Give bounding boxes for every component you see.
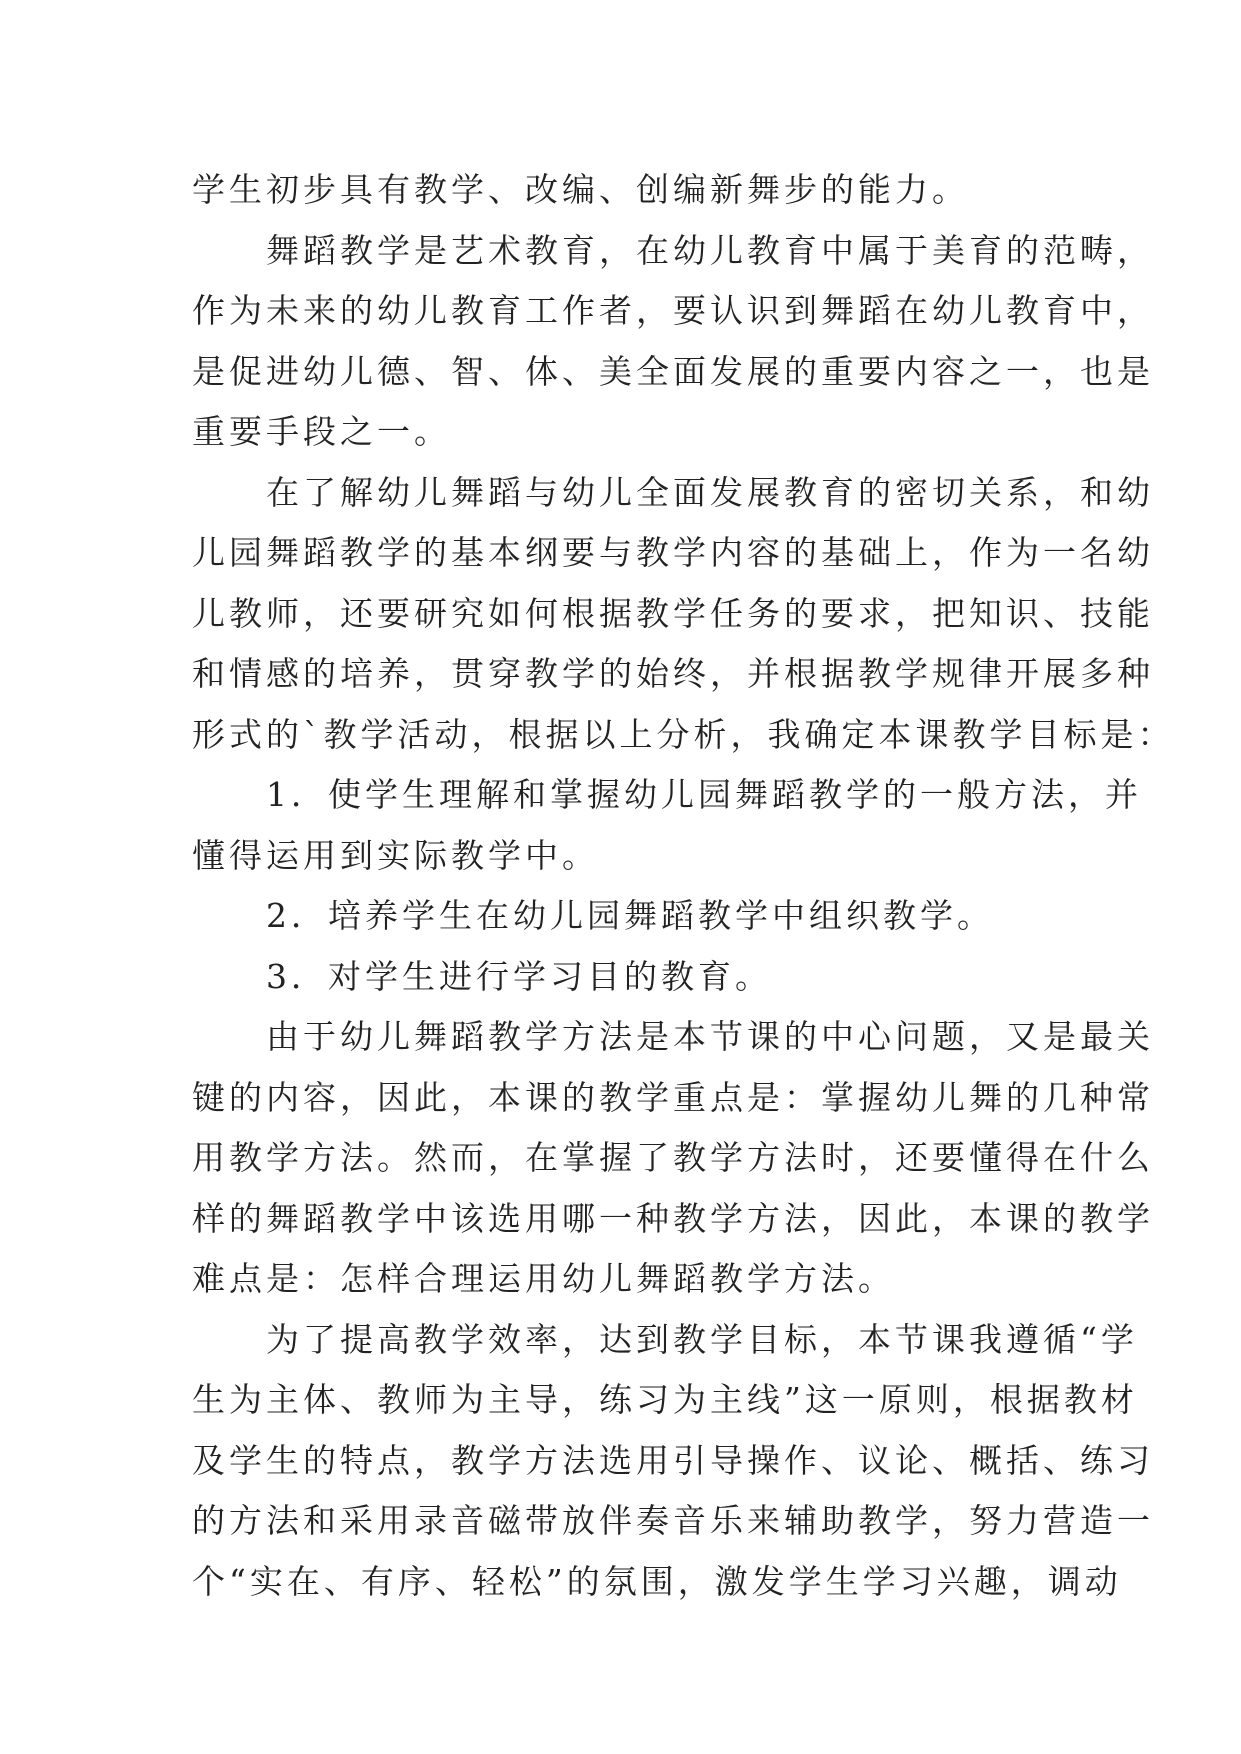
text-line: 3．对学生进行学习目的教育。 [192, 956, 772, 996]
text-line: 在了解幼儿舞蹈与幼儿全面发展教育的密切关系，和幼 [192, 472, 1154, 512]
text-line: 重要手段之一。 [192, 412, 451, 451]
text-line: 2．培养学生在幼儿园舞蹈教学中组织教学。 [192, 896, 994, 935]
text-line: 为了提高教学效率，达到教学目标，本节课我遵循“学 [192, 1319, 1138, 1359]
text-line: 1．使学生理解和掌握幼儿园舞蹈教学的一般方法，并 [192, 775, 1142, 814]
text-line: 用教学方法。然而，在掌握了教学方法时，还要懂得在什么 [192, 1138, 1154, 1177]
text-line: 生为主体、教师为主导，练习为主线”这一原则，根据教材 [192, 1380, 1138, 1419]
text-line: 学生初步具有教学、改编、创编新舞步的能力。 [192, 170, 969, 209]
text-line: 的方法和采用录音磁带放伴奏音乐来辅助教学，努力营造一 [192, 1501, 1154, 1540]
text-line: 样的舞蹈教学中该选用哪一种教学方法，因此，本课的教学 [192, 1198, 1154, 1238]
text-line: 由于幼儿舞蹈教学方法是本节课的中心问题，又是最关 [192, 1017, 1154, 1056]
text-line: 懂得运用到实际教学中。 [192, 835, 599, 875]
text-line: 形式的`教学活动，根据以上分析，我确定本课教学目标是： [192, 714, 1175, 754]
text-line: 是促进幼儿德、智、体、美全面发展的重要内容之一，也是 [192, 351, 1154, 391]
body-text [192, 160, 1175, 1612]
text-line: 作为未来的幼儿教育工作者，要认识到舞蹈在幼儿教育中， [192, 291, 1154, 330]
text-line: 难点是：怎样合理运用幼儿舞蹈教学方法。 [192, 1259, 895, 1298]
text-line: 儿教师，还要研究如何根据教学任务的要求，把知识、技能 [192, 593, 1154, 633]
text-line: 儿园舞蹈教学的基本纲要与教学内容的基础上，作为一名幼 [192, 533, 1154, 572]
text-line: 舞蹈教学是艺术教育，在幼儿教育中属于美育的范畴， [192, 230, 1154, 270]
text-line: 键的内容，因此，本课的教学重点是：掌握幼儿舞的几种常 [192, 1077, 1154, 1117]
text-line: 及学生的特点，教学方法选用引导操作、议论、概括、练习 [192, 1440, 1154, 1480]
text-line: 个“实在、有序、轻松”的氛围，激发学生学习兴趣，调动 [192, 1561, 1122, 1601]
text-line: 和情感的培养，贯穿教学的始终，并根据教学规律开展多种 [192, 654, 1154, 693]
